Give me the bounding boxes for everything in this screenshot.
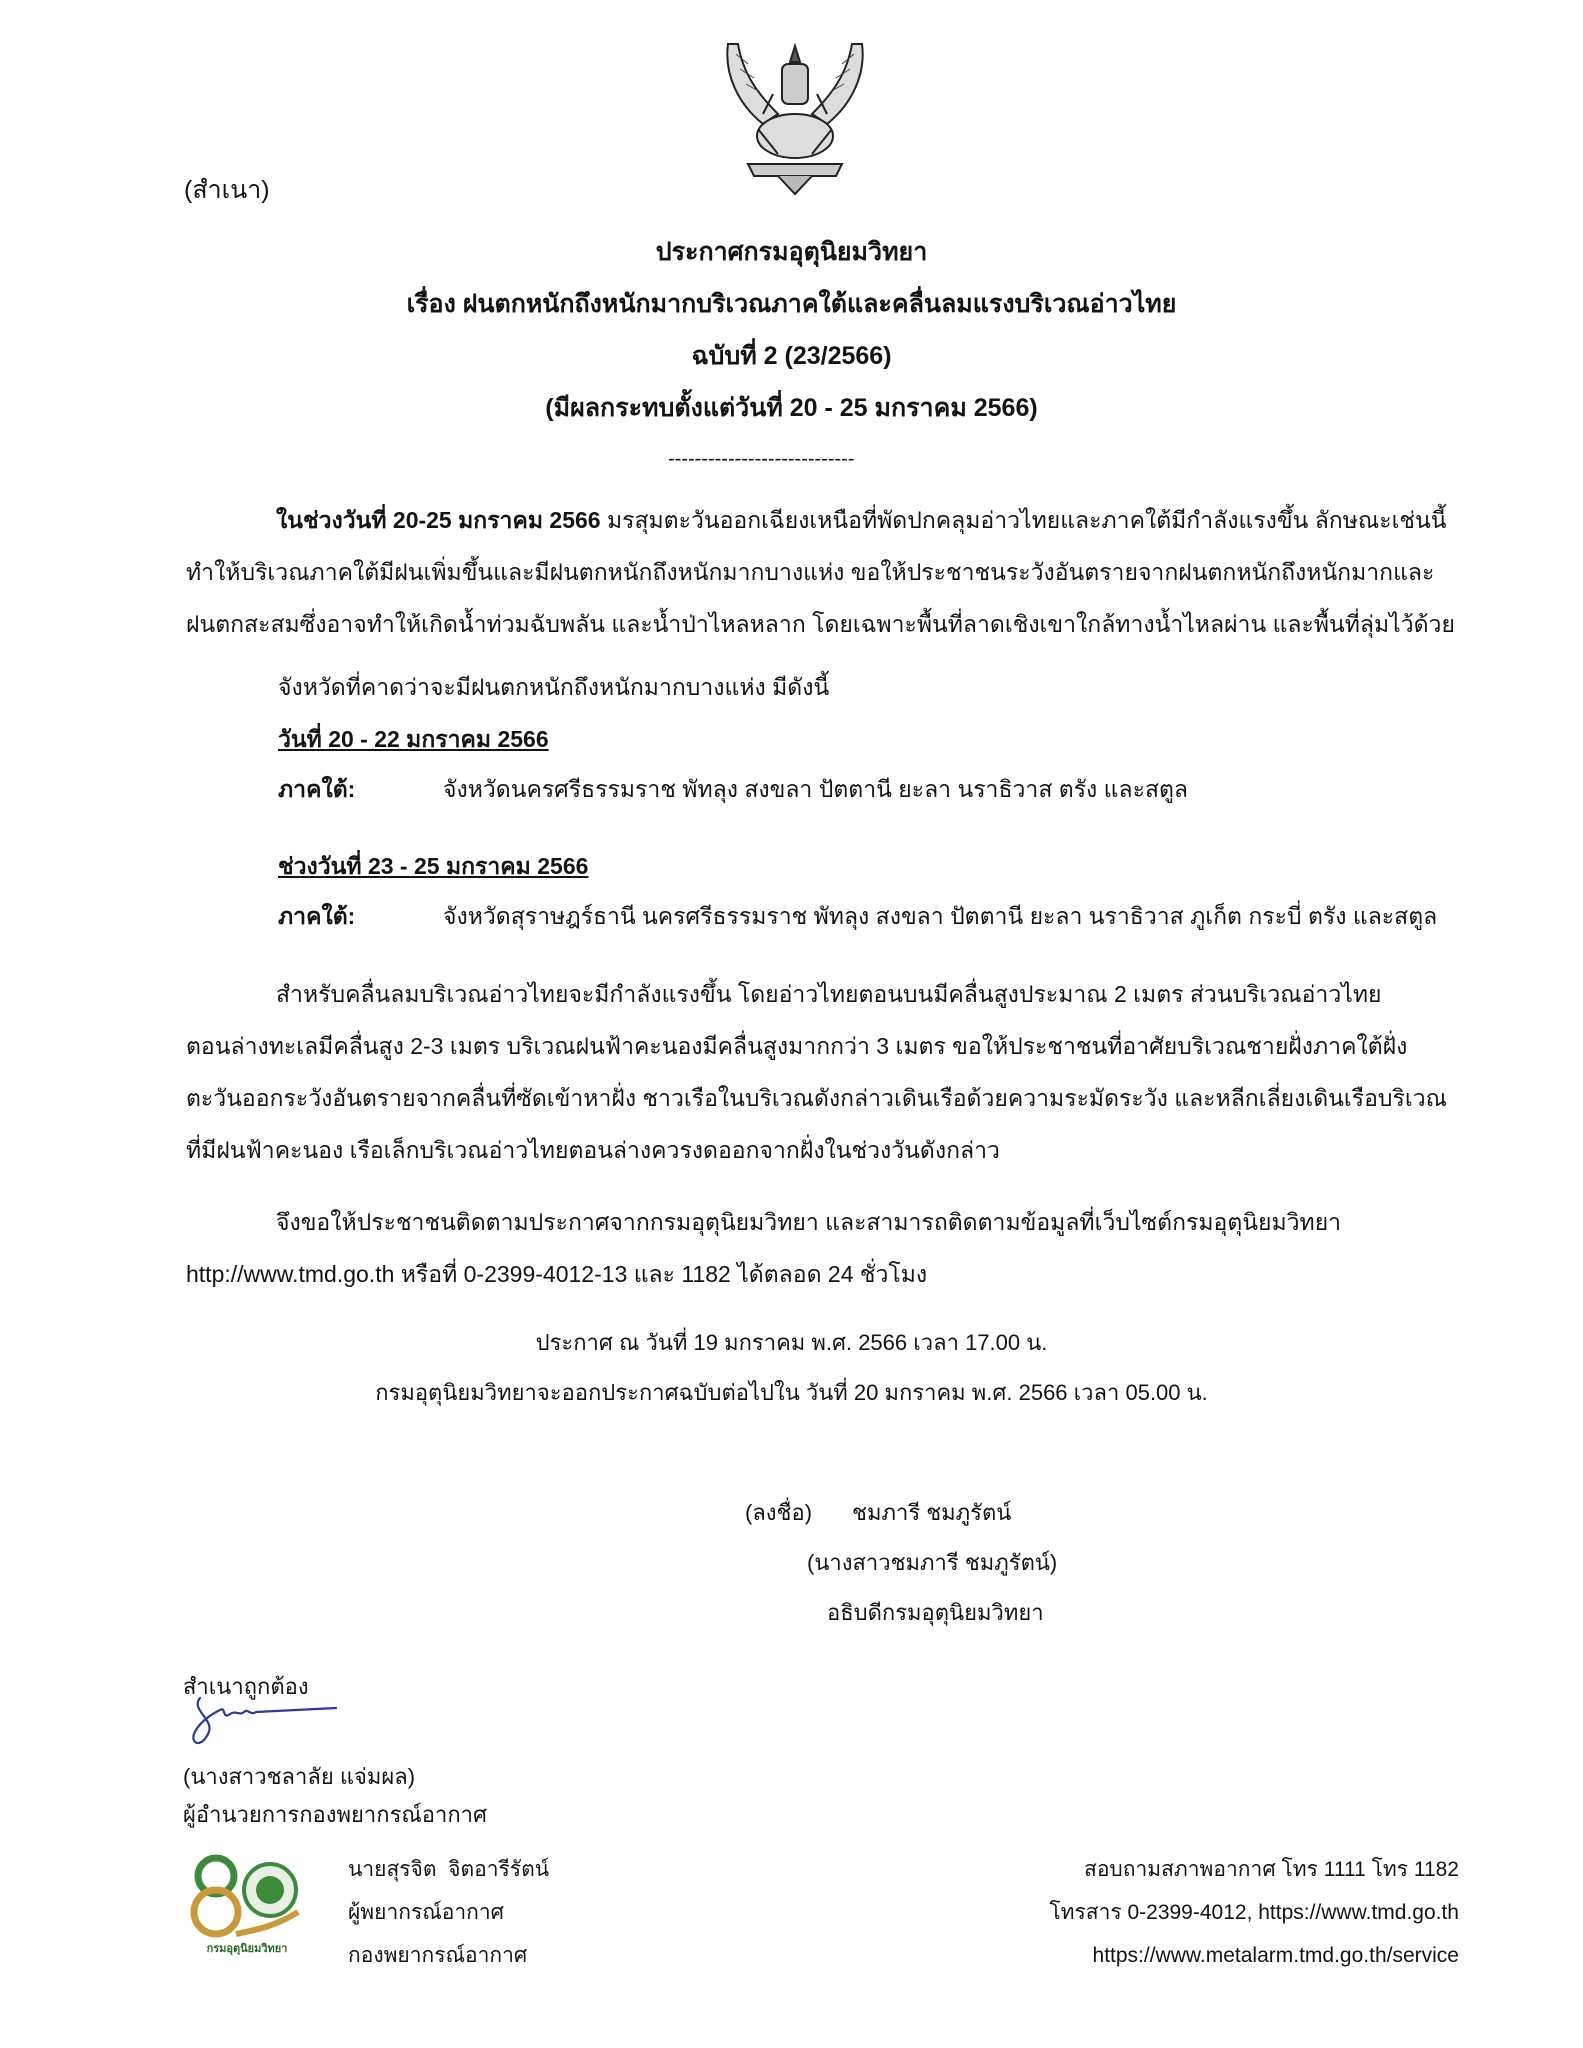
- signatory-block: [745, 1488, 1057, 1638]
- metalarm-link[interactable]: https://www.metalarm.tmd.go.th/service: [1092, 1944, 1459, 1967]
- paragraph-line: ในช่วงวันที่ 20-25 มกราคม 2566 มรสุมตะวันออกเฉียงเหนือที่พัดปกคลุมอ่าวไทยและภาคใต้มีกำลังแรงขึ้น ลักษณะเช่นนี้: [276, 507, 1447, 533]
- weather-hotline: สอบถามสภาพอากาศ โทร 1111 โทร 1182: [1084, 1858, 1459, 1881]
- period-heading-2: ช่วงวันที่ 23 - 25 มกราคม 2566: [278, 853, 589, 879]
- certifier-position: ผู้อำนวยการกองพยากรณ์อากาศ: [183, 1802, 488, 1827]
- paragraph-line: ฝนตกสะสมซึ่งอาจทำให้เกิดน้ำท่วมฉับพลัน และน้ำป่าไหลหลาก โดยเฉพาะพื้นที่ลาดเชิงเขาใกล้ทางน้ำไหลผ่าน และพื้นที่ลุ่มไว้ด้วย: [186, 611, 1455, 637]
- copy-label: (สำเนา): [184, 176, 270, 204]
- announcement-timing: [160, 1318, 1423, 1418]
- title-agency: ประกาศกรมอุตุนิยมวิทยา: [655, 238, 928, 266]
- signatory-full-name: (นางสาวชมภารี ชมภูรัตน์): [807, 1550, 1058, 1575]
- province-row-2: [278, 895, 1437, 937]
- province-list: จังหวัดนครศรีธรรมราช พัทลุง สงขลา ปัตตานี ยะลา นราธิวาส ตรัง และสตูล: [443, 776, 1189, 802]
- paragraph-line: ตะวันออกระวังอันตรายจากคลื่นที่ซัดเข้าหาฝั่ง ชาวเรือในบริเวณดังกล่าวเดินเรือด้วยความระมัดระวัง และหลีกเลี่ยงเดินเรือบริเวณ: [186, 1085, 1447, 1111]
- certified-copy-signer: [183, 1758, 487, 1834]
- forecaster-name: นายสุรจิต จิตอารีรัตน์: [348, 1858, 550, 1881]
- tmd-80th-logo-icon: [186, 1846, 308, 1962]
- svg-text:กรมอุตุนิยมวิทยา: กรมอุตุนิยมวิทยา: [206, 1942, 288, 1955]
- signed-label: (ลงชื่อ): [745, 1500, 813, 1525]
- paragraph-wave-warning: [186, 968, 1447, 1176]
- forecaster-info: [348, 1848, 549, 1977]
- certifier-name: (นางสาวชลาลัย แจ่มผล): [183, 1764, 416, 1789]
- region-label: ภาคใต้:: [278, 903, 356, 929]
- title-effective-dates: (มีผลกระทบตั้งแต่วันที่ 20 - 25 มกราคม 2566): [545, 394, 1038, 422]
- paragraph-line: ที่มีฝนฟ้าคะนอง เรือเล็กบริเวณอ่าวไทยตอนล่างควรงดออกจากฝั่งในช่วงวันดังกล่าว: [186, 1137, 1000, 1163]
- certified-copy-label: สำเนาถูกต้อง: [183, 1674, 309, 1699]
- paragraph-line: ตอนล่างทะเลมีคลื่นสูง 2-3 เมตร บริเวณฝนฟ้าคะนองมีคลื่นสูงมากกว่า 3 เมตร ขอให้ประชาชนที่อาศัยบริเวณชายฝั่งภาคใต้ฝั่ง: [186, 1033, 1408, 1059]
- provinces-intro: จังหวัดที่คาดว่าจะมีฝนตกหนักถึงหนักมากบางแห่ง มีดังนี้: [278, 674, 830, 700]
- contact-info: [1049, 1848, 1459, 1977]
- issued-datetime: ประกาศ ณ วันที่ 19 มกราคม พ.ศ. 2566 เวลา 17.00 น.: [535, 1330, 1048, 1355]
- paragraph-line-with-link: http://www.tmd.go.th หรือที่ 0-2399-4012-13 และ 1182 ได้ตลอด 24 ชั่วโมง: [186, 1261, 928, 1287]
- fax-and-website[interactable]: โทรสาร 0-2399-4012, https://www.tmd.go.th: [1049, 1901, 1459, 1924]
- paragraph-line: สำหรับคลื่นลมบริเวณอ่าวไทยจะมีกำลังแรงขึ้น โดยอ่าวไทยตอนบนมีคลื่นสูงประมาณ 2 เมตร ส่วนบริเวณอ่าวไทย: [276, 981, 1382, 1007]
- paragraph-rain-forecast: [186, 494, 1455, 650]
- period-heading-1: วันที่ 20 - 22 มกราคม 2566: [278, 726, 549, 752]
- forecaster-division: กองพยากรณ์อากาศ: [348, 1944, 528, 1967]
- signatory-position: อธิบดีกรมอุตุนิยมวิทยา: [827, 1600, 1044, 1625]
- province-row-1: [278, 768, 1188, 810]
- garuda-emblem-icon: [718, 34, 872, 196]
- next-issue-datetime: กรมอุตุนิยมวิทยาจะออกประกาศฉบับต่อไปใน วันที่ 20 มกราคม พ.ศ. 2566 เวลา 05.00 น.: [375, 1380, 1208, 1405]
- title-issue-number: ฉบับที่ 2 (23/2566): [691, 342, 892, 370]
- handwritten-signature-icon: [186, 1690, 346, 1756]
- forecaster-role: ผู้พยากรณ์อากาศ: [348, 1901, 504, 1924]
- date-range-bold: ในช่วงวันที่ 20-25 มกราคม 2566: [276, 507, 601, 533]
- region-label: ภาคใต้:: [278, 776, 356, 802]
- province-list: จังหวัดสุราษฎร์ธานี นครศรีธรรมราช พัทลุง สงขลา ปัตตานี ยะลา นราธิวาส ภูเก็ต กระบี่ ตรัง และสตูล: [443, 903, 1438, 929]
- paragraph-line: ทำให้บริเวณภาคใต้มีฝนเพิ่มขึ้นและมีฝนตกหนักถึงหนักมากบางแห่ง ขอให้ประชาชนระวังอันตรายจากฝนตกหนักถึงหนักมากและ: [186, 559, 1435, 585]
- paragraph-follow-updates: [186, 1196, 1416, 1300]
- announcement-title: [160, 226, 1423, 434]
- dashed-separator: ----------------------------: [668, 448, 855, 470]
- paragraph-line: จึงขอให้ประชาชนติดตามประกาศจากกรมอุตุนิยมวิทยา และสามารถติดตามข้อมูลที่เว็บไซต์กรมอุตุนิยมวิทยา: [276, 1209, 1342, 1235]
- signed-name: ชมภารี ชมภูรัตน์: [852, 1500, 1012, 1525]
- title-subject: เรื่อง ฝนตกหนักถึงหนักมากบริเวณภาคใต้และคลื่นลมแรงบริเวณอ่าวไทย: [406, 290, 1177, 318]
